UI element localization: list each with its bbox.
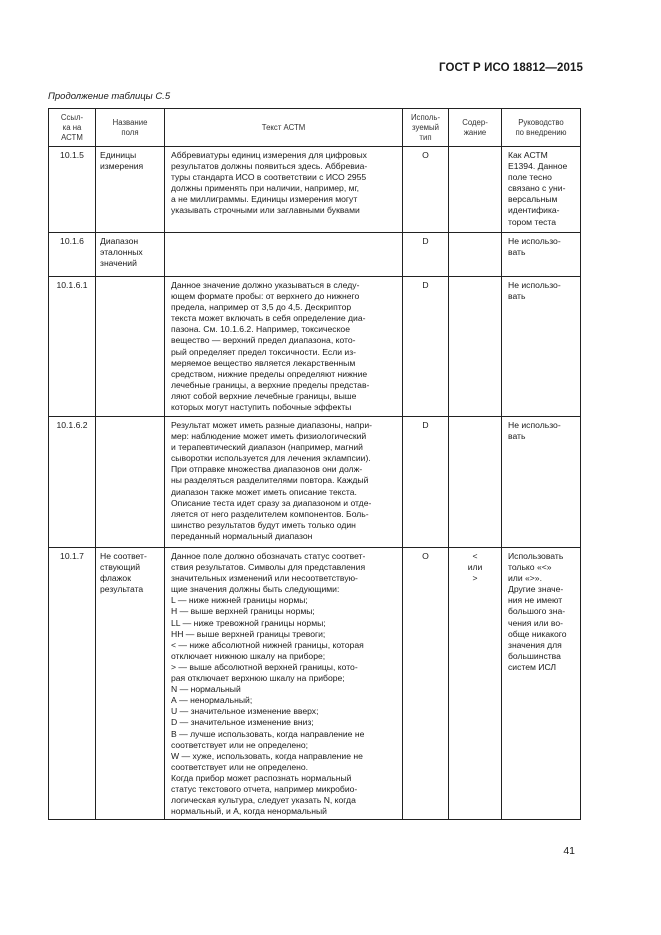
- cell-name: Единицы измерения: [96, 147, 165, 233]
- table-row: [49, 147, 581, 233]
- standard-designation: ГОСТ Р ИСО 18812—2015: [438, 62, 583, 74]
- cell-content: [449, 233, 502, 277]
- cell-type: D: [403, 417, 449, 548]
- cell-content: [449, 417, 502, 548]
- column-header-type: Исполь- зуемый тип: [403, 109, 449, 147]
- column-header-text: Текст АСТМ: [165, 109, 403, 147]
- cell-text: Аббревиатуры единиц измерения для цифровых результатов должны появиться здесь. Аббревиа- туры стандарта ИСО в соответствии с ИСО 2955 должны применять при наличии, например, мг, а не миллиграммы. Единицы измерения могут указывать строчными или заглавными буквами: [165, 147, 403, 233]
- table-caption: Продолжение таблицы С.5: [48, 91, 171, 102]
- cell-ref: 10.1.6.2: [49, 417, 96, 548]
- table-row: [49, 548, 581, 820]
- cell-guide: Не использо- вать: [502, 233, 581, 277]
- cell-ref: 10.1.6: [49, 233, 96, 277]
- cell-text: Данное поле должно обозначать статус соответ- ствия результатов. Символы для представления значительных изменений или несоответствую- щие значения должны быть следующими: L — ниже нижней границы нормы; H — выше верхней границы нормы; LL — ниже тревожной границы нормы; HH — выше верхней границы тревоги; < — ниже абсолютной нижней границы, которая отключает нижнюю шкалу на приборе; > — выше абсолютной верхней границы, кото- рая отключает верхнюю шкалу на приборе; N — нормальный А — ненормальный; U — значительное изменение вверх; D — значительное изменение вниз; B — лучше использовать, когда направление не соответствует или не определено; W — хуже, использовать, когда направление не соответствует или не определено. Когда прибор может распознать нормальный статус текстового отчета, например микробио- логическая культура, следует указать N, когда нормальный, и А, когда ненормальный: [165, 548, 403, 820]
- cell-ref: 10.1.6.1: [49, 277, 96, 417]
- cell-ref: 10.1.5: [49, 147, 96, 233]
- cell-guide: Как АСТМ Е1394. Данное поле тесно связано с уни- версальным идентифика- тором теста: [502, 147, 581, 233]
- cell-guide: Не использо- вать: [502, 417, 581, 548]
- cell-name: Диапазон эталонных значений: [96, 233, 165, 277]
- cell-text: Данное значение должно указываться в следу- ющем формате пробы: от верхнего до нижнего предела, например от 3,5 до 4,5. Дескриптор текста может включать в себя определение диа- пазона. См. 10.1.6.2. Например, токсическое вещество — верхний предел диапазона, кото- рый определяет предел токсичности. Если из- меряемое вещество является лекарственным средством, нижние пределы определяют нижние лечебные границы, а верхние пределы представ- ляют собой верхние лечебные границы, выше которых могут наступить побочные эффекты: [165, 277, 403, 417]
- cell-name: Не соответ- ствующий флажок результата: [96, 548, 165, 820]
- cell-type: D: [403, 233, 449, 277]
- column-header-name: Название поля: [96, 109, 165, 147]
- table-header-row: [49, 109, 581, 147]
- data-table: [48, 108, 581, 820]
- cell-type: О: [403, 147, 449, 233]
- page-number: 41: [563, 845, 575, 857]
- cell-ref: 10.1.7: [49, 548, 96, 820]
- cell-name: [96, 417, 165, 548]
- cell-type: D: [403, 277, 449, 417]
- cell-text: Результат может иметь разные диапазоны, напри- мер: наблюдение может иметь физиологический и терапевтический диапазон (например, магний сыворотки используется для лечения эклампсии). При отправке множества диапазонов они долж- ны разделяться разделителями повтора. Каждый диапазон также может иметь описание текста. Описание теста идет сразу за диапазоном и отде- ляется от него разделителем компонентов. Боль- шинство результатов будут иметь только один переданный нормальный диапазон: [165, 417, 403, 548]
- cell-guide: Не использо- вать: [502, 277, 581, 417]
- cell-content: [449, 277, 502, 417]
- column-header-guide: Руководство по внедрению: [502, 109, 581, 147]
- column-header-ref: Ссыл- ка на АСТМ: [49, 109, 96, 147]
- table-row: [49, 417, 581, 548]
- cell-type: О: [403, 548, 449, 820]
- cell-text: [165, 233, 403, 277]
- cell-name: [96, 277, 165, 417]
- cell-guide: Использовать только «<» или «>». Другие значе- ния не имеют большого зна- чения или во- обще никакого значения для большинства систем ИСЛ: [502, 548, 581, 820]
- column-header-content: Содер- жание: [449, 109, 502, 147]
- cell-content: < или >: [449, 548, 502, 820]
- table-row: [49, 233, 581, 277]
- cell-content: [449, 147, 502, 233]
- table-row: [49, 277, 581, 417]
